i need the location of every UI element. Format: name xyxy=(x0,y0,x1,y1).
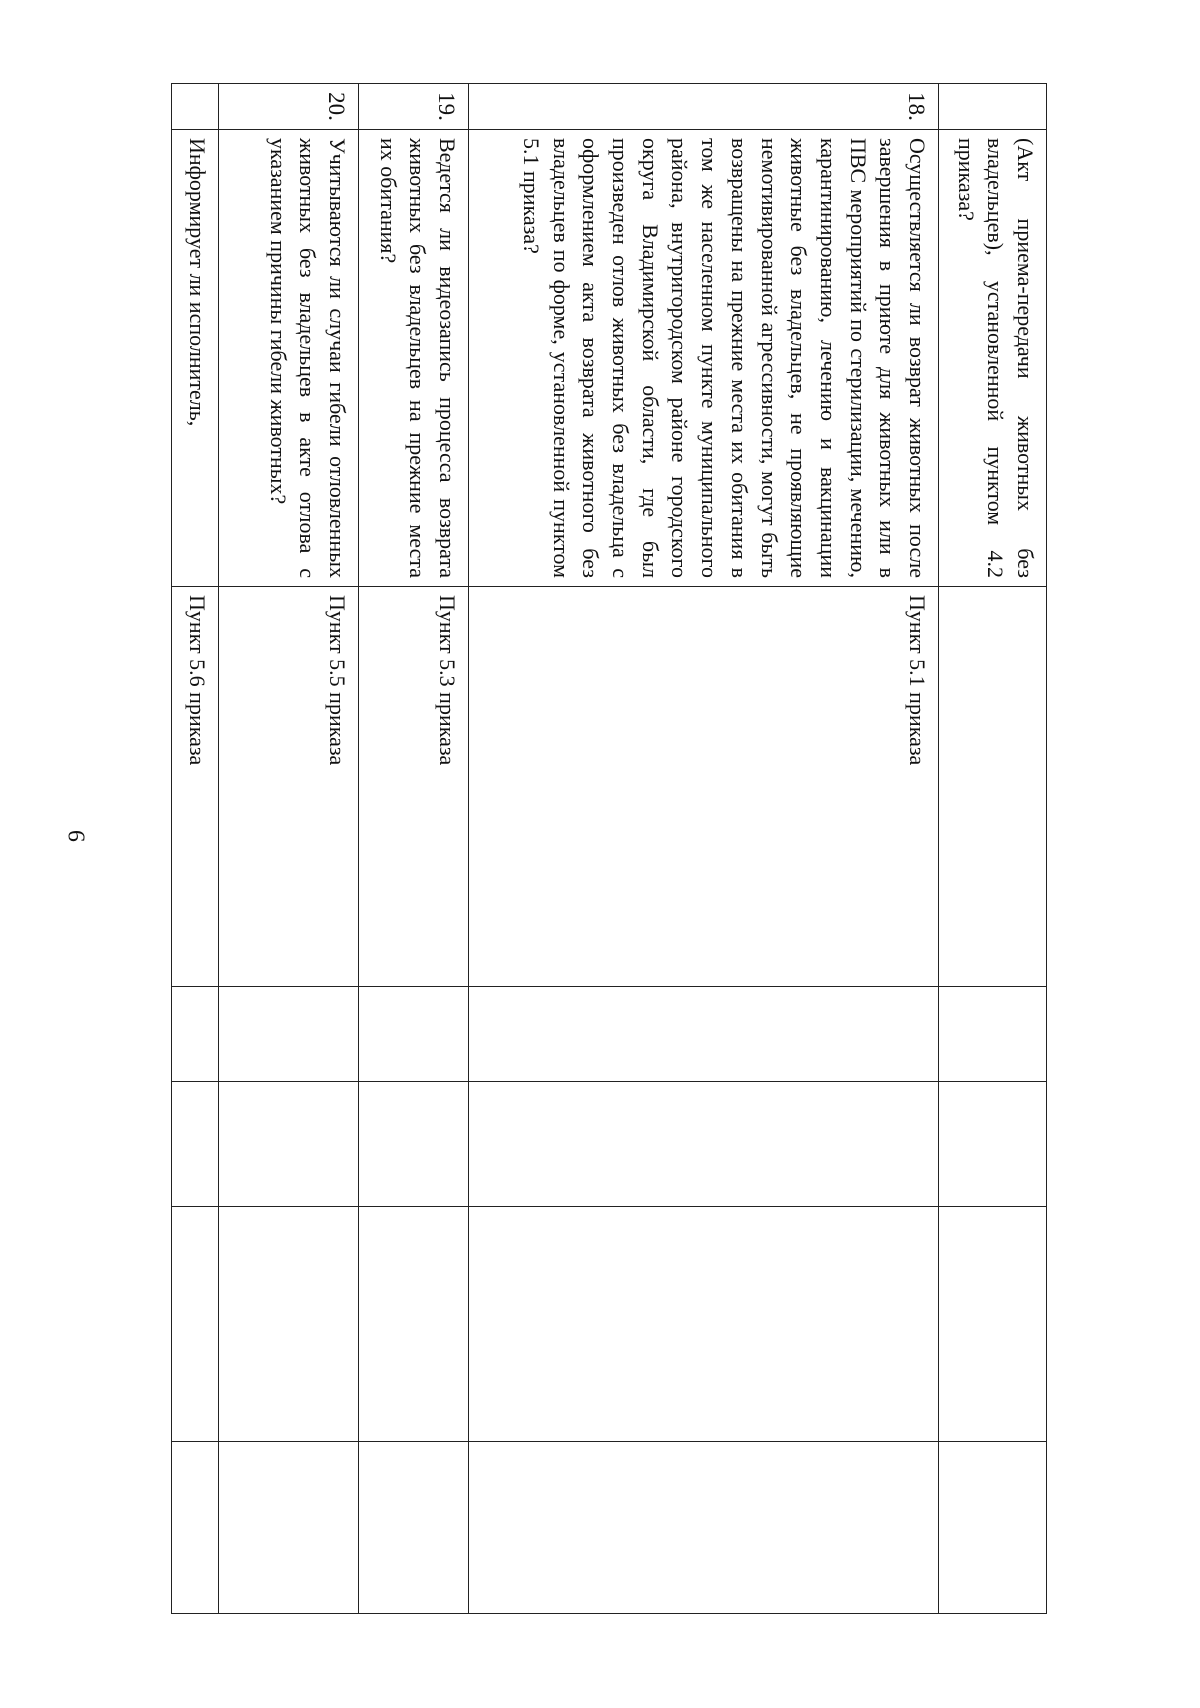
table-row xyxy=(469,84,939,1614)
empty-cell xyxy=(469,1442,939,1614)
row-number xyxy=(939,84,1047,130)
empty-cell xyxy=(939,1082,1047,1207)
empty-cell xyxy=(469,1082,939,1207)
question-cell: Учитываются ли случаи гибели отловленных животных без владельцев в акте отлова с указанием причины гибели животных? xyxy=(219,130,359,587)
empty-cell xyxy=(219,1082,359,1207)
row-number: 18. xyxy=(469,84,939,130)
row-number xyxy=(172,84,219,130)
reference-cell: Пункт 5.1 приказа xyxy=(469,587,939,987)
empty-cell xyxy=(469,987,939,1082)
empty-cell xyxy=(359,1442,469,1614)
empty-cell xyxy=(172,1082,219,1207)
row-number: 20. xyxy=(219,84,359,130)
empty-cell xyxy=(469,1207,939,1442)
empty-cell xyxy=(219,1442,359,1614)
empty-cell xyxy=(359,1082,469,1207)
rotated-sheet xyxy=(172,83,1047,1613)
empty-cell xyxy=(939,1207,1047,1442)
empty-cell xyxy=(172,1442,219,1614)
empty-cell xyxy=(359,1207,469,1442)
empty-cell xyxy=(939,987,1047,1082)
reference-cell: Пункт 5.6 приказа xyxy=(172,587,219,987)
question-cell: (Акт приема-передачи животных без владельцев), установленной пунктом 4.2 приказа? xyxy=(939,130,1047,587)
checklist-table xyxy=(171,83,1047,1614)
table-row xyxy=(939,84,1047,1614)
empty-cell xyxy=(219,987,359,1082)
reference-cell xyxy=(939,587,1047,987)
empty-cell xyxy=(172,1207,219,1442)
table-row xyxy=(172,84,219,1614)
empty-cell xyxy=(359,987,469,1082)
question-cell: Ведется ли видеозапись процесса возврата животных без владельцев на прежние места их обитания? xyxy=(359,130,469,587)
table-row xyxy=(219,84,359,1614)
question-cell: Информирует ли исполнитель, xyxy=(172,130,219,587)
question-cell: Осуществляется ли возврат животных после завершения в приюте для животных или в ПВС мероприятий по стерилизации, мечению, карантинированию, лечению и вакцинации животные без владельцев, не проявляющие немотивированной агрессивности, могут быть возвращены на прежние места их обитания в том же населенном пункте муниципального района, внутригородском районе городского округа Владимирской области, где был произведен отлов животных без владельца с оформлением акта возврата животного без владельцев по форме, установленной пунктом 5.1 приказа? xyxy=(469,130,939,587)
empty-cell xyxy=(219,1207,359,1442)
page-number: 9 xyxy=(64,830,91,842)
empty-cell xyxy=(939,1442,1047,1614)
row-number: 19. xyxy=(359,84,469,130)
empty-cell xyxy=(172,987,219,1082)
reference-cell: Пункт 5.3 приказа xyxy=(359,587,469,987)
reference-cell: Пункт 5.5 приказа xyxy=(219,587,359,987)
table-row xyxy=(359,84,469,1614)
